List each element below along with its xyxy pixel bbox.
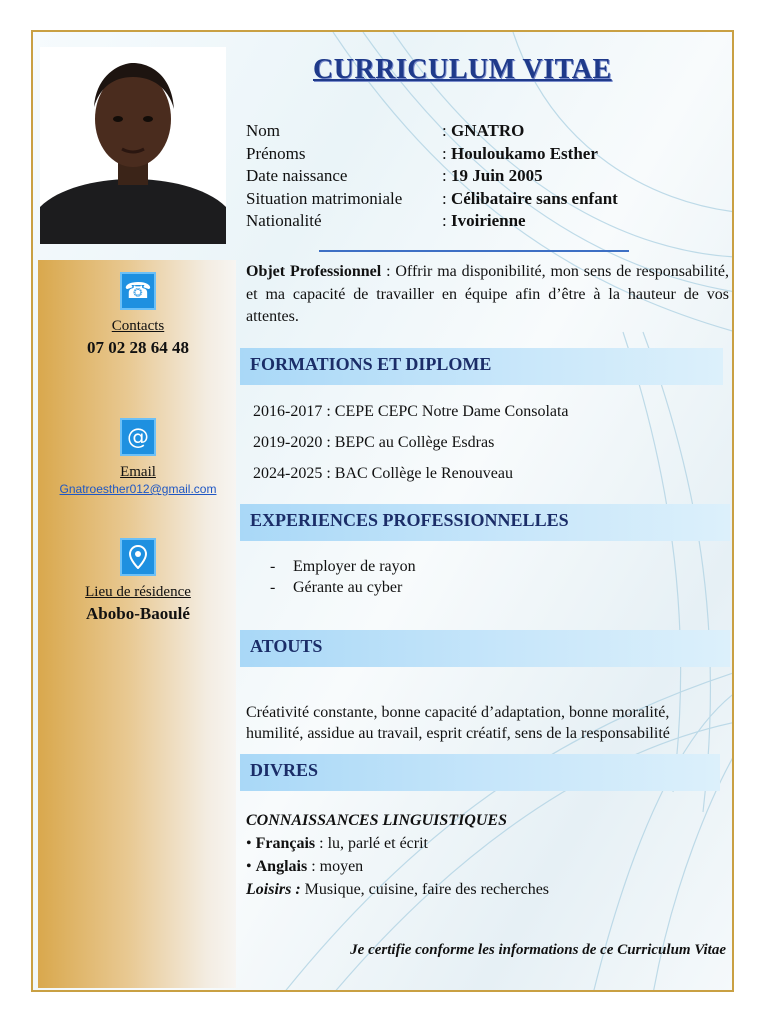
residence-block [38,538,238,624]
hobbies-value: Musique, cuisine, faire des recherches [300,881,550,898]
section-heading-formations: FORMATIONS ET DIPLOME [240,348,723,385]
profile-photo [40,47,226,244]
bullet: - [270,579,276,596]
language-level: : moyen [307,858,364,875]
identity-value: Célibataire sans enfant [450,188,618,208]
person-portrait-icon [40,47,226,244]
identity-row [246,121,618,144]
at-sign-icon: @ [120,418,156,456]
identity-label: Date naissance [246,166,348,185]
bullet: • [246,858,252,875]
experiences-list [270,558,416,600]
list-item [270,579,416,600]
separator: : [442,188,447,208]
language-item [246,855,549,878]
bullet: - [270,558,276,575]
language-name: Français [255,835,316,852]
identity-label: Prénoms [246,143,306,163]
list-item: 2024-2025 : BAC Collège le Renouveau [253,465,513,482]
divres-block [246,809,549,901]
identity-row [246,166,618,189]
separator: : [442,211,447,230]
contact-sidebar [38,260,236,988]
section-heading-atouts: ATOUTS [240,630,730,667]
identity-value: 19 Juin 2005 [450,166,543,185]
hobbies-label: Loisirs : [246,881,301,898]
hobbies-item [246,878,549,901]
identity-row [246,189,618,212]
list-item: 2016-2017 : CEPE CEPC Notre Dame Consolata [253,403,569,420]
identity-label: Nationalité [246,211,322,230]
language-name: Anglais [255,858,308,875]
identity-block [246,121,618,234]
residence-value: Abobo-Baoulé [86,604,190,623]
language-level: : lu, parlé et écrit [315,835,428,852]
contacts-label: Contacts [111,318,165,334]
identity-label: Situation matrimoniale [246,188,403,208]
list-item: 2019-2020 : BEPC au Collège Esdras [253,434,495,451]
email-block [38,418,238,496]
identity-value: Houloukamo Esther [450,143,598,163]
section-heading-experiences: EXPERIENCES PROFESSIONNELLES [240,504,730,541]
objective-text: : Offrir ma disponibilité, mon sens de responsabilité, et ma capacité de travailler en équipe afin d’être à la hauteur de vos attentes. [246,263,730,325]
certification-statement: Je certifie conforme les informations de ce Curriculum Vitae [350,942,726,958]
objective-paragraph [246,261,729,329]
identity-row [246,144,618,167]
cv-page [31,30,734,992]
email-label: Email [120,464,156,480]
objective-label: Objet Professionnel [246,263,382,280]
list-item-text: Employer de rayon [293,558,416,575]
page-title: CURRICULUM VITAE [313,54,612,85]
formations-list [253,403,569,496]
divider-line [319,250,629,252]
section-heading-divres: DIVRES [240,754,720,791]
bullet: • [246,835,252,852]
separator: : [442,166,447,185]
phone-number: 07 02 28 64 48 [87,338,189,357]
separator: : [442,143,447,163]
identity-row [246,211,618,234]
language-item [246,832,549,855]
list-item [270,558,416,579]
atouts-paragraph: Créativité constante, bonne capacité d’adaptation, bonne moralité, humilité, assidue au travail, esprit créatif, sens de la responsabilité [246,704,670,742]
separator: : [442,121,447,140]
identity-value: GNATRO [450,121,525,140]
phone-icon: ☎ [120,272,156,310]
languages-title: CONNAISSANCES LINGUISTIQUES [246,812,507,829]
location-pin-icon [120,538,156,576]
identity-label: Nom [246,121,280,140]
list-item-text: Gérante au cyber [293,579,403,596]
email-link[interactable]: Gnatroesther012@gmail.com [59,482,217,496]
residence-label: Lieu de résidence [85,584,191,600]
identity-value: Ivoirienne [450,211,526,230]
contacts-block [38,272,238,358]
